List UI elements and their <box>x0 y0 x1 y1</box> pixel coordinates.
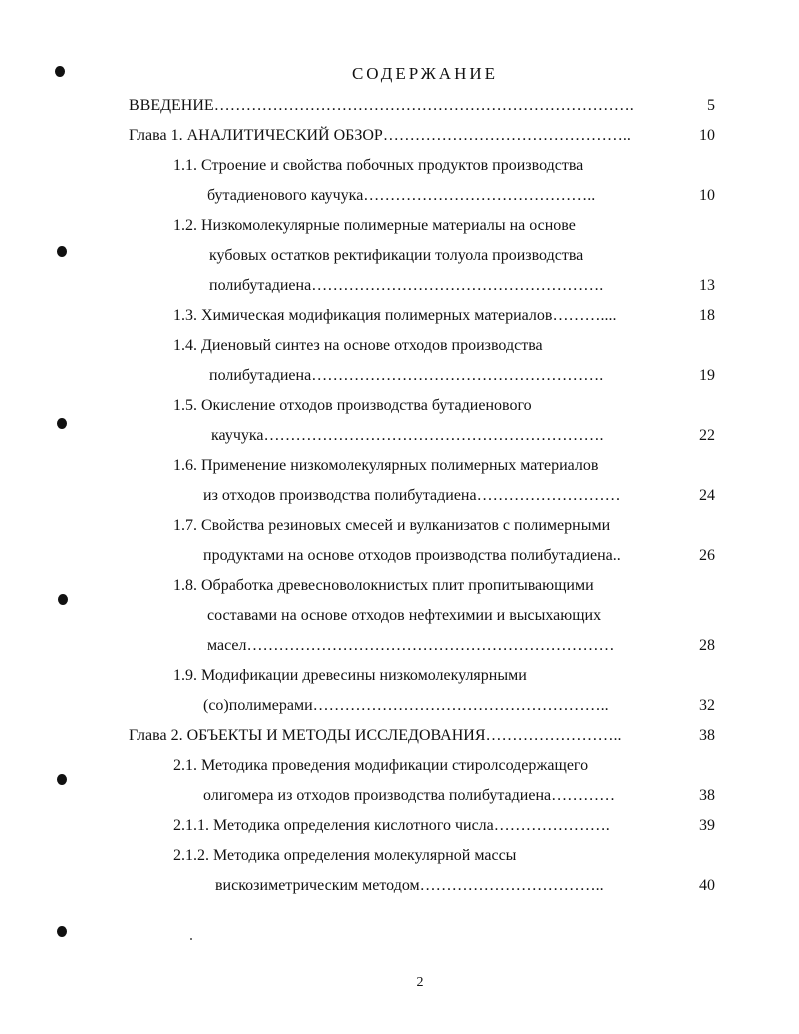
toc-entry-1-6-cont: из отходов производства полибутадиена……………………… <box>203 487 621 504</box>
toc-entry-chapter-1: Глава 1. АНАЛИТИЧЕСКИЙ ОБЗОР……………………………………….. <box>129 127 631 144</box>
toc-entry-1-6: 1.6. Применение низкомолекулярных полимерных материалов <box>173 457 599 474</box>
punch-hole-mark <box>57 246 67 257</box>
toc-page-number: 19 <box>699 367 715 384</box>
punch-hole-mark <box>57 926 67 937</box>
toc-entry-1-5-cont: каучука………………………………………………………. <box>211 427 604 444</box>
toc-page-number: 10 <box>699 127 715 144</box>
toc-entry-1-9: 1.9. Модификации древесины низкомолекулярными <box>173 667 527 684</box>
toc-page-number: 28 <box>699 637 715 654</box>
toc-entry-2-1-2: 2.1.2. Методика определения молекулярной массы <box>173 847 517 864</box>
toc-page-number: 5 <box>707 97 715 114</box>
toc-entry-1-7: 1.7. Свойства резиновых смесей и вулканизатов с полимерными <box>173 517 611 534</box>
page-number: 2 <box>416 975 424 990</box>
toc-entry-1-9-cont: (со)полимерами……………………………………………….. <box>203 697 609 714</box>
toc-entry-1-4-cont: полибутадиена………………………………………………. <box>209 367 604 384</box>
toc-entry-1-8-cont: составами на основе отходов нефтехимии и высыхающих <box>207 607 602 624</box>
toc-page-number: 38 <box>699 787 715 804</box>
toc-entry-2-1-1: 2.1.1. Методика определения кислотного числа…………………. <box>173 817 610 834</box>
toc-entry-1-7-cont: продуктами на основе отходов производства полибутадиена.. <box>203 547 621 564</box>
toc-page-number: 39 <box>699 817 715 834</box>
toc-entry-2-1-cont: олигомера из отходов производства полибутадиена………… <box>203 787 616 804</box>
toc-page-number: 18 <box>699 307 715 324</box>
toc-entry-1-2-cont: кубовых остатков ректификации толуола производства <box>209 247 584 264</box>
toc-entry-chapter-2: Глава 2. ОБЪЕКТЫ И МЕТОДЫ ИССЛЕДОВАНИЯ…………………….. <box>129 727 622 744</box>
toc-entry-1-3: 1.3. Химическая модификация полимерных материалов……….... <box>173 307 617 324</box>
toc-page-number: 13 <box>699 277 715 294</box>
toc-page-number: 40 <box>699 877 715 894</box>
toc-entry-2-1: 2.1. Методика проведения модификации стиролсодержащего <box>173 757 589 774</box>
punch-hole-mark <box>57 774 67 785</box>
toc-entry-introduction: ВВЕДЕНИЕ……………………………………………………………………. <box>129 97 634 114</box>
toc-page-number: 10 <box>699 187 715 204</box>
toc-page-number: 32 <box>699 697 715 714</box>
toc-entry-1-2-cont: полибутадиена………………………………………………. <box>209 277 604 294</box>
punch-hole-mark <box>55 66 65 77</box>
toc-entry-1-1: 1.1. Строение и свойства побочных продуктов производства <box>173 157 584 174</box>
toc-page-number: 24 <box>699 487 715 504</box>
toc-page-number: 26 <box>699 547 715 564</box>
punch-hole-mark <box>58 594 68 605</box>
toc-entry-1-5: 1.5. Окисление отходов производства бутадиенового <box>173 397 532 414</box>
toc-entry-1-2: 1.2. Низкомолекулярные полимерные материалы на основе <box>173 217 576 234</box>
toc-page-number: 22 <box>699 427 715 444</box>
toc-entry-1-1-cont: бутадиенового каучука…………………………………….. <box>207 187 596 204</box>
toc-entry-1-8: 1.8. Обработка древесноволокнистых плит пропитывающими <box>173 577 594 594</box>
page-title: СОДЕРЖАНИЕ <box>351 64 499 83</box>
toc-entry-1-4: 1.4. Диеновый синтез на основе отходов производства <box>173 337 543 354</box>
toc-entry-2-1-2-cont: вискозиметрическим методом…………………………….. <box>215 877 604 894</box>
toc-entry-1-8-cont: масел…………………………………………………………… <box>207 637 615 654</box>
punch-hole-mark <box>57 418 67 429</box>
toc-page-number: 38 <box>699 727 715 744</box>
scan-speck <box>190 938 192 940</box>
